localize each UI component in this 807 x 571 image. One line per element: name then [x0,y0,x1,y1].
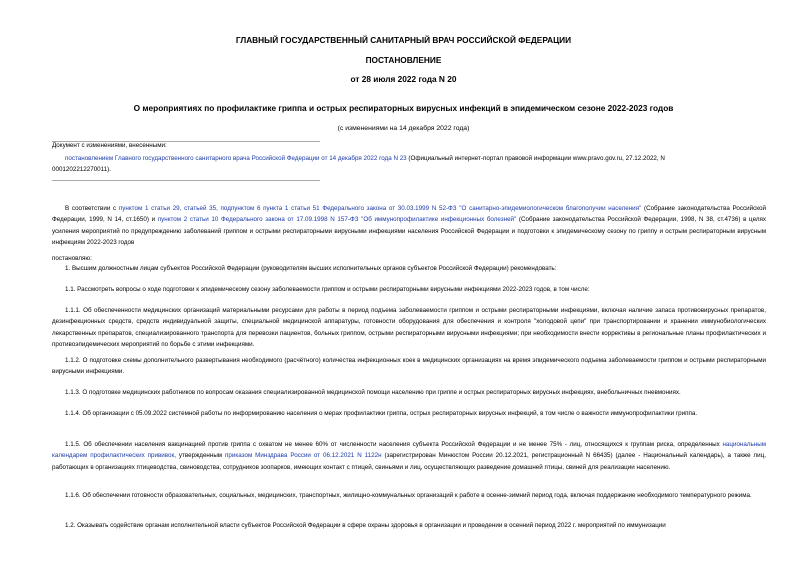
paragraph-1-1-2: 1.1.2. О подготовке схемы дополнительного развертывания необходимого (расчётного) количества инфекционных коек в медицинских организациях на время эпидемического подъема заболеваемости гриппом и острыми респираторными вирусными инфекциями. [52,357,766,376]
paragraph-1: 1. Высшим должностным лицам субъектов Российской Федерации (руководителям высших исполнительных органов субъектов Российской Федерации) рекомендовать: [65,265,557,272]
document-title: О мероприятиях по профилактике гриппа и острых респираторных вирусных инфекций в эпидемическом сезоне 2022-2023 годов [133,103,674,113]
minzdrav-order-link[interactable]: приказом Минздрава России от 06.12.2021 N 1122н [225,452,382,460]
paragraph-1-1-4: 1.1.4. Об организации с 05.09.2022 системной работы по информированию населения о мерах профилактики гриппа, острых респираторных вирусных инфекций, в том числе о важности иммунопрофилактики гриппа. [65,410,698,417]
law-157fz-link[interactable]: пунктом 2 статьи 10 Федерального закона от 17.09.1998 N 157-ФЗ "Об иммунопрофилактике инфекционных болезней" [157,216,517,224]
paragraph-1-1: 1.1. Рассмотреть вопросы о ходе подготовки к эпидемическому сезону заболеваемости гриппом и острыми респираторными вирусными инфекциями 2022-2023 годов, в том числе: [65,286,590,293]
amendments-line [65,155,665,162]
paragraph-1-2: 1.2. Оказывать содействие органам исполнительной власти субъектов Российской Федерации в сфере охраны здоровья в организации и проведении в осенний период 2022 г. мероприятий по иммунизации [65,522,666,529]
resolve-word: постановляю: [52,255,92,262]
issuing-authority: ГЛАВНЫЙ ГОСУДАРСТВЕННЫЙ САНИТАРНЫЙ ВРАЧ РОССИЙСКОЙ ФЕДЕРАЦИИ [235,35,572,45]
vaccination-calendar-link[interactable]: национальным календарем профилактических прививок [52,441,766,460]
paragraph-1-1-3: 1.1.3. О подготовке медицинских работников по вопросам оказания специализированной медицинской помощи населению при гриппе и острых респираторных вирусных инфекциях, внебольничных пневмониях. [65,389,681,396]
amendments-label: Документ с изменениями, внесенными: [52,142,167,149]
amendment-source: (Официальный интернет-портал правовой информации www.pravo.gov.ru, 27.12.2022, N [406,155,665,162]
paragraph-1-1-6: 1.1.6. Об обеспечении готовности образовательных, социальных, медицинских, транспортных, жилищно-коммунальных организаций к работе в осенне-зимний период года, включая поддержание необходимого температурного режима. [65,492,752,499]
amendment-note: (с изменениями на 14 декабря 2022 года) [337,125,470,132]
amendment-source-number: 0001202212270011). [52,166,111,173]
document-type: ПОСТАНОВЛЕНИЕ [365,55,442,65]
amendment-link[interactable]: постановлением Главного государственного санитарного врача Российской Федерации от 14 декабря 2022 года N 23 [65,155,407,162]
divider-bottom [52,180,320,181]
paragraph-1-1-1: 1.1.1. Об обеспеченности медицинских организаций материальными ресурсами для работы в период подъема заболеваемости гриппом и острыми респираторными инфекциями, включая наличие запаса противовирусных препаратов, дезинфекционных средств, средств индивидуальной защиты, специальной медицинской аппаратуры, готовности оборудования для обеспечения и контроля "холодовой цепи" при транспортировании и хранении иммунобиологических лекарственных препаратов, специализированного транспорта для перевозки пациентов, больных гриппом, острыми респираторными вирусными инфекциями; при необходимости внести коррективы в региональные планы профилактических и противоэпидемических мероприятий по борьбе с этими инфекциями. [52,307,766,349]
document-date-number: от 28 июля 2022 года N 20 [350,74,457,84]
law-52fz-link[interactable]: пунктом 1 статьи 29, статьей 35, подпунктом 6 пункта 1 статьи 51 Федерального закона от 30.03.1999 N 52-ФЗ "О санитарно-эпидемиологическом благополучии населения" [118,205,642,212]
paragraph-1-1-5: 1.1.5. Об обеспечении населения вакцинацией против гриппа с охватом не менее 60% от численности населения субъекта Российской Федерации и не менее 75% - лиц, относящихся к группам риска, определенных национальным календарем профилактических прививок, утвержденным приказом Минздрава России от 06.12.2021 N 1122н (зарегистрирован Минюстом России 20.12.2021, регистрационный N 66435) (далее - Национальный календарь), а также лиц, работающих в организациях птицеводства, свиноводства, сотрудников зоопарков, имеющих контакт с птицей, свиньями и лиц, осуществляющих разведение домашней птицы, свиней для реализации населению. [52,441,766,471]
preamble: В соответствии с пунктом 1 статьи 29, статьей 35, подпунктом 6 пункта 1 статьи 51 Федерального закона от 30.03.1999 N 52-ФЗ "О санитарно-эпидемиологическом благополучии населения" (Собрание законодательства Российской Федерации, 1999, N 14, ст.1650) и пунктом 2 статьи 10 Федерального закона от 17.09.1998 N 157-ФЗ "Об иммунопрофилактике инфекционных болезней" (Собрание законодательства Российской Федерации, 1998, N 38, ст.4736) в целях усиления мероприятий по предупреждению заболеваний гриппом и острыми респираторными вирусными инфекциями населения Российской Федерации и подготовки к эпидемическому сезону по гриппу и острым респираторным вирусным инфекциям 2022-2023 годов [52,205,767,247]
